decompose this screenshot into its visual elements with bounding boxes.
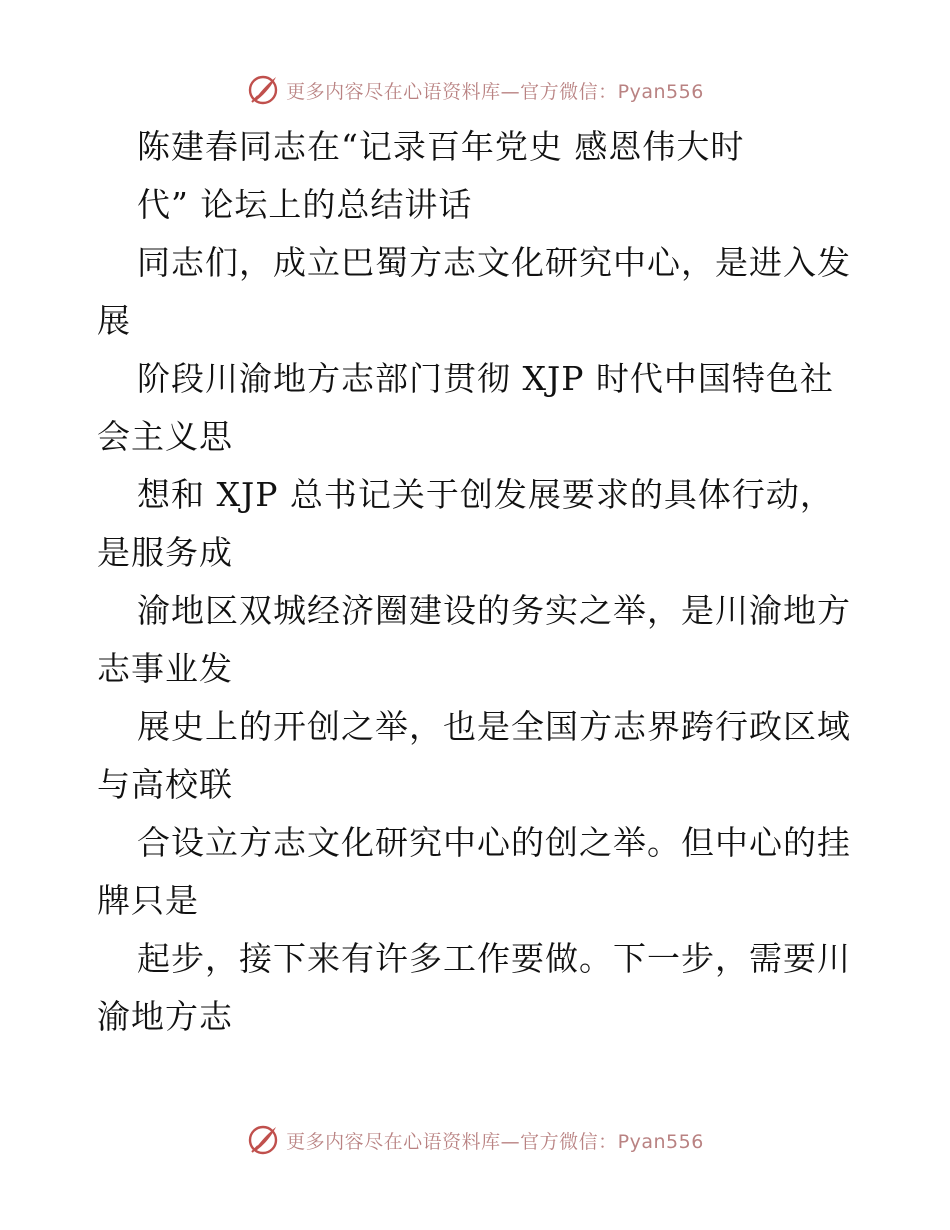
paragraph-line: 志事业发	[97, 649, 233, 688]
paragraph-line: 展	[97, 301, 131, 340]
paragraph-line: 阶段川渝地方志部门贯彻 XJP 时代中国特色社	[137, 359, 834, 398]
paragraph-line: 渝地方志	[97, 997, 233, 1036]
paragraph-line: 与高校联	[97, 765, 233, 804]
document-title-line-1: 陈建春同志在“记录百年党史 感恩伟大时	[137, 127, 745, 166]
paragraph-line: 渝地区双城经济圈建设的务实之举，是川渝地方	[137, 591, 851, 630]
paragraph-line: 会主义思	[97, 417, 233, 456]
footer-banner-text: 更多内容尽在心语资料库—官方微信：Pyan556	[286, 1130, 704, 1153]
paragraph-line: 牌只是	[97, 881, 199, 920]
paragraph-line: 想和 XJP 总书记关于创发展要求的具体行动，	[137, 475, 834, 514]
paragraph-line: 起步，接下来有许多工作要做。下一步，需要川	[137, 939, 851, 978]
header-banner-text: 更多内容尽在心语资料库—官方微信：Pyan556	[286, 80, 704, 103]
paragraph-line: 同志们，成立巴蜀方志文化研究中心，是进入发	[137, 243, 851, 282]
footer-banner	[0, 1120, 950, 1160]
feather-pen-logo-icon	[246, 73, 280, 107]
paragraph-line: 是服务成	[97, 533, 233, 572]
document-title-line-2: 代” 论坛上的总结讲话	[137, 185, 473, 224]
header-banner-inner	[246, 73, 704, 107]
feather-pen-logo-icon	[246, 1123, 280, 1157]
paragraph-line: 展史上的开创之举，也是全国方志界跨行政区域	[137, 707, 851, 746]
header-banner	[0, 70, 950, 110]
document-body	[97, 118, 857, 1046]
footer-banner-inner	[246, 1123, 704, 1157]
paragraph-line: 合设立方志文化研究中心的创之举。但中心的挂	[137, 823, 851, 862]
